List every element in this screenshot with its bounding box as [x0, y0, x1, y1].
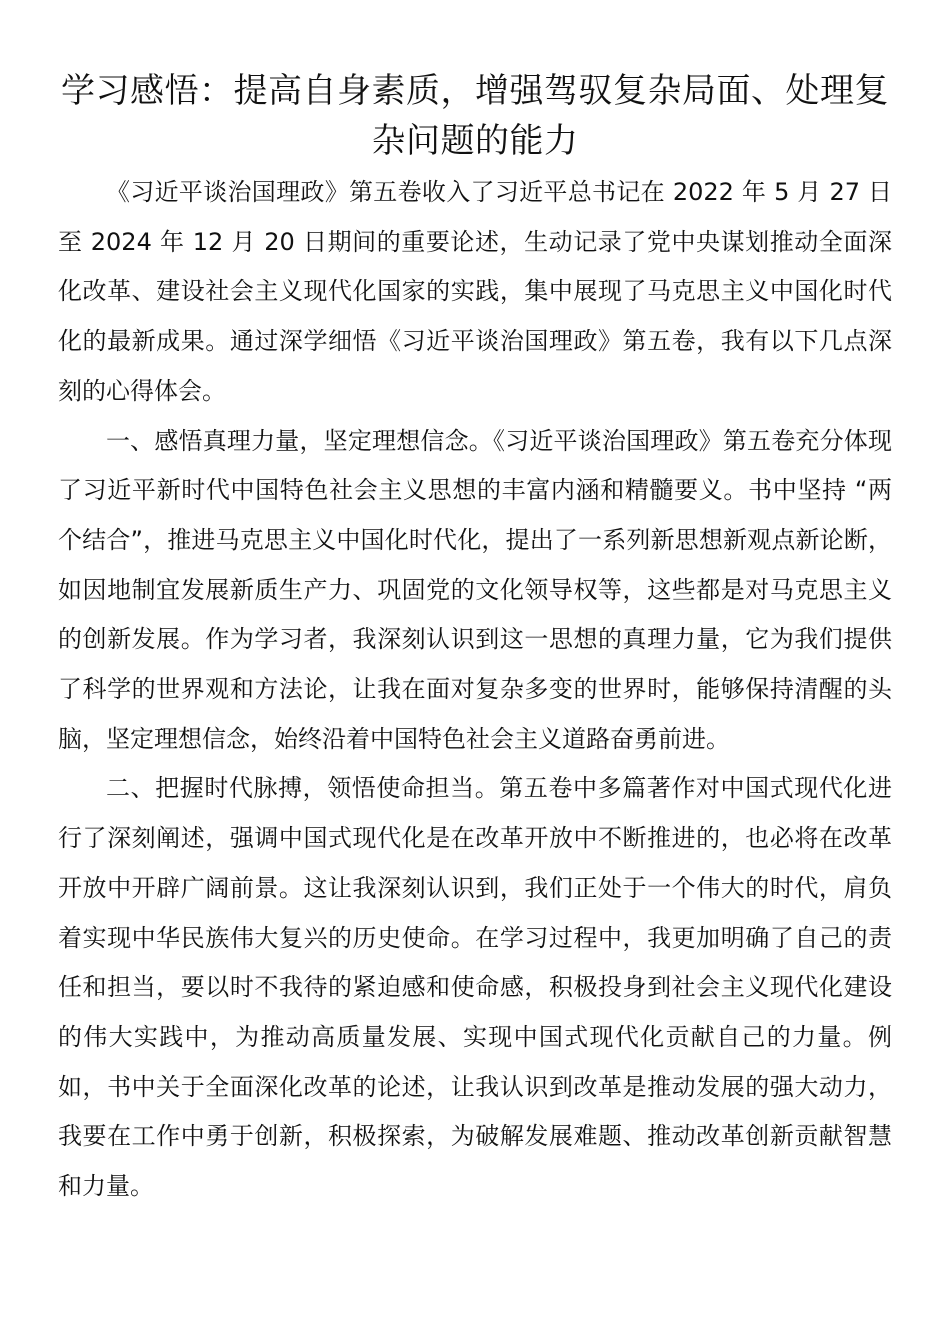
paragraph-intro: 《习近平谈治国理政》第五卷收入了习近平总书记在 2022 年 5 月 27 日至 2024 年 12 月 20 日期间的重要论述，生动记录了党中央谋划推动全面深化改革、建设社会主义现代化国家的实践，集中展现了马克思主义中国化时代化的最新成果。通过深学细悟《习近平谈治国理政》第五卷，我有以下几点深刻的心得体会。: [58, 178, 892, 405]
paragraph-section-one: 一、感悟真理力量，坚定理想信念。《习近平谈治国理政》第五卷充分体现了习近平新时代中国特色社会主义思想的丰富内涵和精髓要义。书中坚持 “两个结合”，推进马克思主义中国化时代化，提出了一系列新思想新观点新论断，如因地制宜发展新质生产力、巩固党的文化领导权等，这些都是对马克思主义的创新发展。作为学习者，我深刻认识到这一思想的真理力量，它为我们提供了科学的世界观和方法论，让我在面对复杂多变的世界时，能够保持清醒的头脑，坚定理想信念，始终沿着中国特色社会主义道路奋勇前进。: [58, 426, 892, 753]
document-title: 学习感悟：提高自身素质，增强驾驭复杂局面、处理复杂问题的能力: [61, 71, 889, 161]
document-body: [58, 168, 892, 1212]
paragraph-section-two: 二、把握时代脉搏，领悟使命担当。第五卷中多篇著作对中国式现代化进行了深刻阐述，强调中国式现代化是在改革开放中不断推进的，也必将在改革开放中开辟广阔前景。这让我深刻认识到，我们正处于一个伟大的时代，肩负着实现中华民族伟大复兴的历史使命。在学习过程中，我更加明确了自己的责任和担当，要以时不我待的紧迫感和使命感，积极投身到社会主义现代化建设的伟大实践中，为推动高质量发展、实现中国式现代化贡献自己的力量。例如，书中关于全面深化改革的论述，让我认识到改革是推动发展的强大动力，我要在工作中勇于创新，积极探索，为破解发展难题、推动改革创新贡献智慧和力量。: [58, 774, 892, 1201]
